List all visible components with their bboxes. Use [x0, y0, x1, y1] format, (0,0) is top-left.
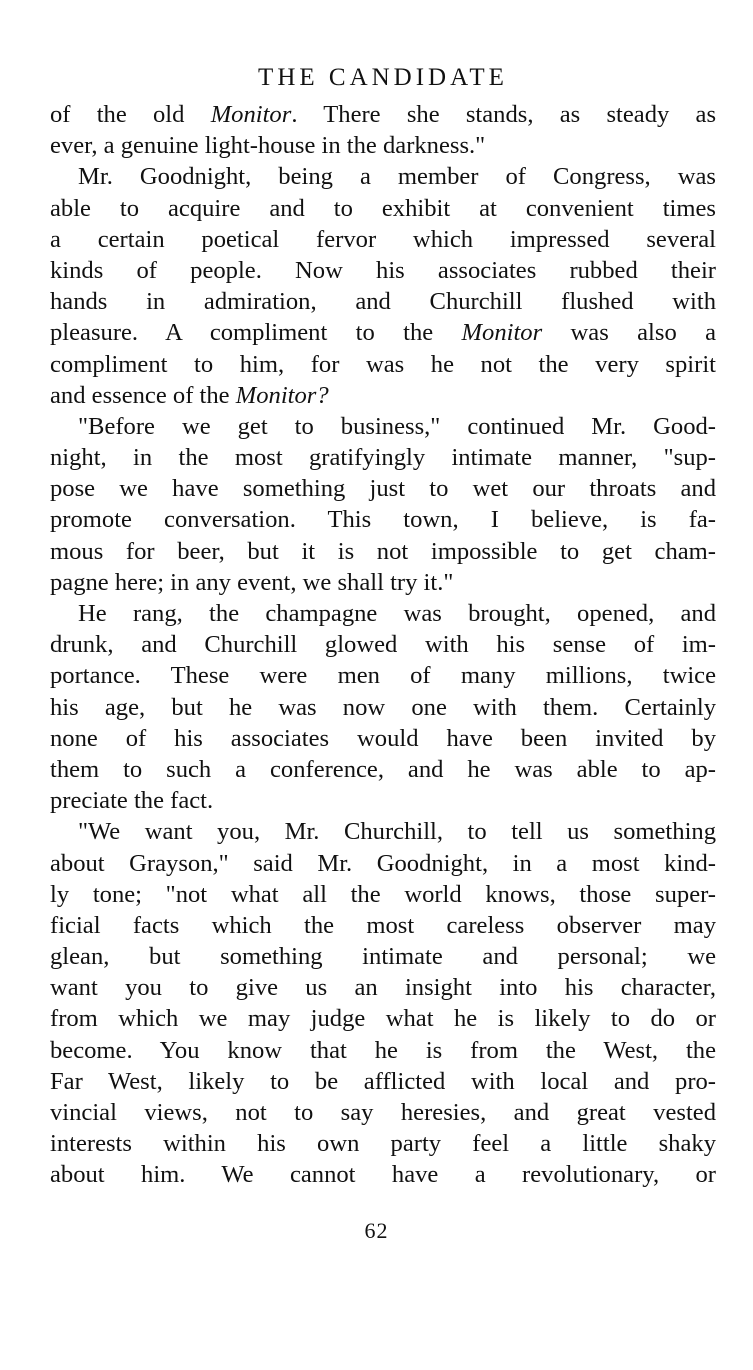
text-line: glean, but something intimate and personal; we — [50, 943, 716, 971]
text-line: portance. These were men of many millions, twice — [50, 662, 716, 690]
text-line: none of his associates would have been invited by — [50, 724, 716, 752]
text-line: vincial views, not to say heresies, and great vested — [50, 1099, 716, 1126]
text-line: ly tone; "not what all the world knows, those super- — [50, 880, 716, 908]
text-line: from which we may judge what he is likely to do or — [50, 1005, 716, 1033]
running-head: THE CANDIDATE — [258, 64, 508, 91]
body-text — [50, 99, 716, 1191]
text-line: pleasure. A compliment to the Monitor was also a — [50, 319, 717, 347]
text-line: them to such a conference, and he was able to ap- — [50, 755, 716, 783]
text-line: He rang, the champagne was brought, opened, and — [78, 600, 716, 627]
text-line: kinds of people. Now his associates rubbed their — [50, 256, 716, 284]
text-line: preciate the fact. — [50, 787, 214, 815]
text-line: interests within his own party feel a little shaky — [50, 1130, 716, 1158]
text-line: compliment to him, for was he not the very spirit — [50, 350, 716, 378]
text-line: Far West, likely to be afflicted with local and pro- — [50, 1067, 716, 1095]
text-line: "We want you, Mr. Churchill, to tell us something — [78, 818, 716, 846]
text-line: of the old Monitor. There she stands, as steady as — [50, 101, 717, 128]
text-line: promote conversation. This town, I believe, is fa- — [50, 506, 716, 534]
text-line: mous for beer, but it is not impossible to get cham- — [50, 537, 716, 565]
text-line: and essence of the Monitor? — [50, 381, 329, 409]
text-line: want you to give us an insight into his character, — [50, 974, 716, 1002]
text-line: ever, a genuine light-house in the darkness." — [50, 132, 486, 160]
text-line: pagne here; in any event, we shall try it." — [50, 568, 454, 596]
book-page — [50, 60, 716, 1191]
text-line: about him. We cannot have a revolutionary, or — [50, 1161, 716, 1189]
text-line: able to acquire and to exhibit at convenient times — [50, 194, 716, 222]
text-line: "Before we get to business," continued Mr. Good- — [78, 412, 716, 440]
text-line: his age, but he was now one with them. Certainly — [50, 693, 716, 721]
text-line: pose we have something just to wet our throats and — [50, 475, 716, 503]
page-number: 62 — [364, 1218, 389, 1243]
text-line: drunk, and Churchill glowed with his sense of im- — [50, 631, 716, 659]
text-line: become. You know that he is from the West, the — [50, 1036, 716, 1064]
text-line: a certain poetical fervor which impressed several — [50, 225, 716, 253]
text-line: Mr. Goodnight, being a member of Congress, was — [78, 163, 716, 191]
text-line: night, in the most gratifyingly intimate manner, "sup- — [50, 444, 716, 472]
text-line: ficial facts which the most careless observer may — [50, 911, 716, 939]
text-line: hands in admiration, and Churchill flushed with — [50, 288, 716, 316]
text-line: about Grayson," said Mr. Goodnight, in a most kind- — [50, 849, 716, 877]
